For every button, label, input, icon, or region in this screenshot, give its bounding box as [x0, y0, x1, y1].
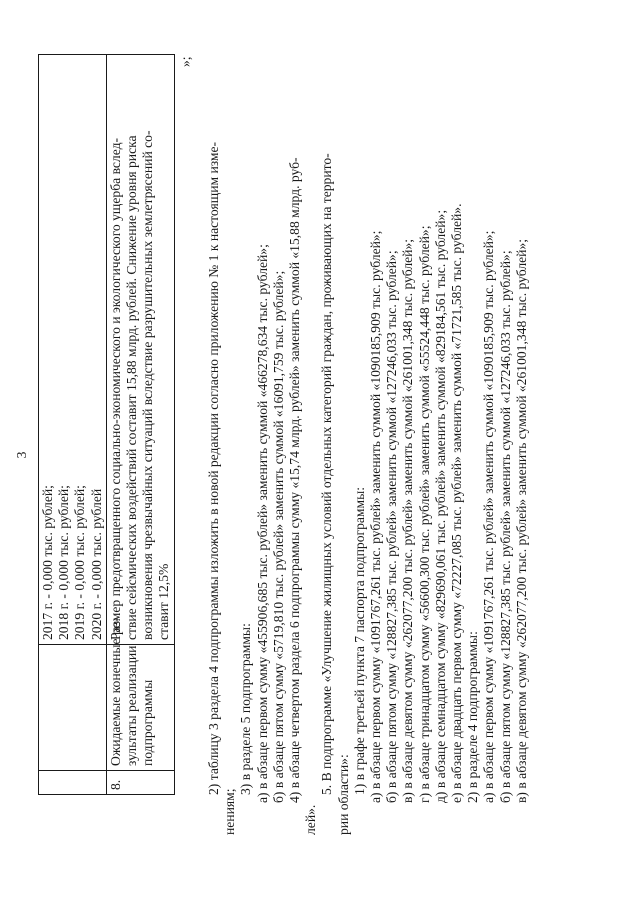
paragraph-line: в) в абзаце девятом сумму «262077,200 тыс. рублей» заменить суммой «261001,348 тыс. рублей»; — [513, 238, 529, 803]
closing-quote: »; — [178, 56, 193, 67]
paragraph-line: а) в абзаце первом сумму «1091767,261 тыс. рублей» заменить суммой «1090185,909 тыс. рублей»; — [481, 230, 497, 803]
paragraph-line: в) в абзаце девятом сумму «262077,200 тыс. рублей» заменить суммой «261001,348 тыс. рублей»; — [400, 238, 416, 803]
table-row — [106, 55, 174, 795]
paragraph-line: нениям; — [222, 788, 238, 835]
row-text-line: ставит 12,5% — [156, 563, 172, 640]
row-label-line: зультаты реализации — [124, 645, 140, 766]
paragraph-line: б) в абзаце пятом сумму «5719,810 тыс. рублей» заменить суммой «16091,759 тыс. рублей»; — [270, 270, 286, 803]
funding-year-line: 2019 г. - 0,000 тыс. рублей; — [72, 485, 88, 640]
paragraph-line: а) в абзаце первом сумму «1091767,261 тыс. рублей» заменить суммой «1090185,909 тыс. рублей»; — [368, 230, 384, 803]
row-label-line: Ожидаемые конечные ре- — [107, 617, 123, 766]
paragraph-line: 5. В подпрограмме «Улучшение жилищных условий отдельных категорий граждан, проживающих на террито- — [319, 153, 335, 795]
paragraph-line: 4) в абзаце четвертом раздела 6 подпрограммы сумму «15,74 млрд. рублей» заменить суммой «15,88 млрд. руб- — [287, 157, 303, 803]
paragraph-line: д) в абзаце семнадцатом сумму «829690,061 тыс. рублей» заменить суммой «829184,561 тыс. рублей»; — [432, 209, 448, 803]
paragraph-line: е) в абзаце двадцать первом сумму «72227,085 тыс. рублей» заменить суммой «71721,585 тыс. рублей». — [449, 203, 465, 803]
paragraph-line: а) в абзаце первом сумму «455906,685 тыс. рублей» заменить суммой «466278,634 тыс. рублей»; — [254, 244, 270, 803]
paragraph-line: г) в абзаце тринадцатом сумму «56600,300 тыс. рублей» заменить суммой «55524,448 тыс. рублей»; — [416, 225, 432, 803]
paragraph-line: 3) в разделе 5 подпрограммы: — [238, 623, 254, 795]
paragraph-line: рии области»: — [335, 754, 351, 835]
body-text — [206, 43, 530, 835]
funding-year-line: 2018 г. - 0,000 тыс. рублей; — [56, 485, 72, 640]
paragraph-line: 2) таблицу 3 раздела 4 подпрограммы изложить в новой редакции согласно приложению № 1 к настоящим изме- — [206, 141, 221, 795]
row-text-line: Размер предотвращенного социально-экономического и экологического ущерба вслед- — [107, 137, 123, 640]
row-number: 8. — [106, 771, 174, 795]
table-cell-label-empty — [39, 645, 107, 771]
paragraph-line: 1) в графе третьей пункта 7 паспорта подпрограммы: — [351, 486, 367, 795]
table-row — [39, 55, 107, 795]
row-label — [106, 617, 174, 771]
paragraph-line: б) в абзаце пятом сумму «128827,385 тыс. рублей» заменить суммой «127246,033 тыс. рублей»; — [497, 250, 513, 803]
row-label-line: подпрограммы — [140, 679, 156, 766]
funding-year-line: 2017 г. - 0,000 тыс. рублей; — [40, 485, 55, 640]
row-text-line: возникновения чрезвычайных ситуаций вследствие разрушительных землетрясений со- — [140, 130, 156, 640]
paragraph-line: лей». — [303, 804, 319, 835]
paragraph-line: б) в абзаце пятом сумму «128827,385 тыс. рублей» заменить суммой «127246,033 тыс. рублей»; — [384, 250, 400, 803]
row-text — [106, 55, 174, 645]
funding-year-line: 2020 г. - 0,000 тыс. рублей — [88, 488, 104, 640]
page-number: 3 — [14, 451, 29, 459]
paragraph-line: 2) в разделе 4 подпрограммы: — [465, 631, 481, 803]
table-cell-funding-years — [39, 55, 107, 645]
row-text-line: ствие сейсмических воздействий составит 15,88 млрд. рублей. Снижение уровня риска — [124, 135, 140, 640]
subprogram-passport-table — [38, 54, 175, 795]
table-cell-num-empty — [39, 771, 107, 795]
